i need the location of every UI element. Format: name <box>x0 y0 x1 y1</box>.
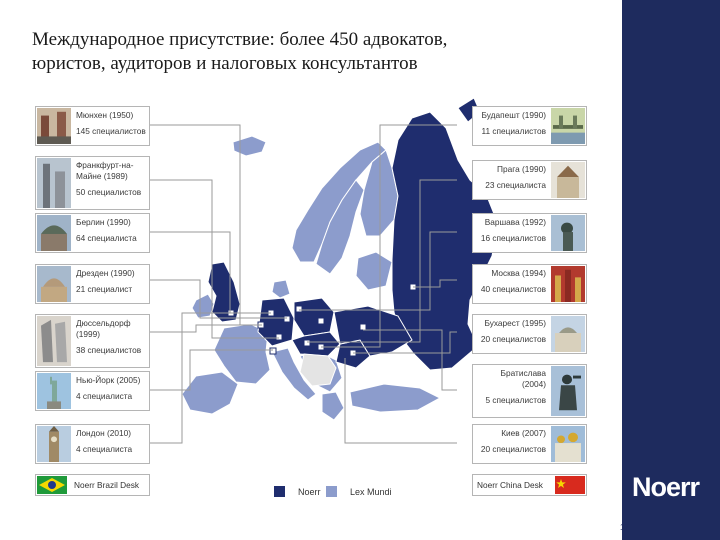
frankfurt-photo-icon <box>37 158 71 208</box>
office-card-dusseldorf <box>35 314 150 368</box>
office-count: 38 специалистов <box>76 345 142 355</box>
page-number: 17 <box>620 523 629 532</box>
office-city: Мюнхен (1950) <box>76 110 134 120</box>
office-card-london <box>35 424 150 464</box>
office-city: Киев (2007) <box>501 428 546 438</box>
office-card-budapest <box>472 106 587 146</box>
office-city: Варшава (1992) <box>484 217 546 227</box>
office-count: 21 специалист <box>76 284 133 294</box>
brand-sidebar <box>622 0 720 540</box>
office-card-prague <box>472 160 587 200</box>
office-city: Бухарест (1995) <box>484 318 546 328</box>
office-city: Лондон (2010) <box>76 428 131 438</box>
prague-photo-icon <box>551 162 585 198</box>
office-city: Будапешт (1990) <box>481 110 546 120</box>
office-count: 20 специалистов <box>480 444 546 454</box>
office-count: 50 специалистов <box>76 187 142 197</box>
office-city: Дюссельдорф (1999) <box>76 318 131 339</box>
budapest-photo-icon <box>551 108 585 144</box>
noerr-logo: Noerr <box>632 472 700 502</box>
china-desk-card <box>472 474 587 496</box>
china-desk-label: Noerr China Desk <box>477 480 543 490</box>
legend-lexmundi-label: Lex Mundi <box>350 487 392 497</box>
moscow-photo-icon <box>551 266 585 302</box>
dresden-photo-icon <box>37 266 71 302</box>
brazil-desk-label: Noerr Brazil Desk <box>74 480 140 490</box>
office-card-frankfurt <box>35 156 150 210</box>
office-count: 11 специалистов <box>481 126 546 136</box>
office-city: Нью-Йорк (2005) <box>76 375 141 385</box>
office-card-berlin <box>35 213 150 253</box>
office-card-bratislava <box>472 364 587 418</box>
office-count: 4 специалиста <box>76 391 133 401</box>
bratislava-photo-icon <box>551 366 585 416</box>
london-photo-icon <box>37 426 71 462</box>
brazil-flag-icon <box>37 476 67 494</box>
office-count: 145 специалистов <box>76 126 146 136</box>
office-count: 20 специалистов <box>480 334 546 344</box>
legend-noerr-label: Noerr <box>298 487 321 497</box>
berlin-photo-icon <box>37 215 71 251</box>
office-count: 5 специалистов <box>485 395 546 405</box>
office-city: Братислава (2004) <box>500 368 546 389</box>
office-count: 40 специалистов <box>480 284 546 294</box>
legend-noerr-swatch <box>274 486 285 497</box>
newyork-photo-icon <box>37 373 71 409</box>
office-card-warsaw <box>472 213 587 253</box>
office-city: Берлин (1990) <box>76 217 131 227</box>
office-card-moscow <box>472 264 587 304</box>
office-count: 16 специалистов <box>480 233 546 243</box>
dusseldorf-photo-icon <box>37 316 71 366</box>
brazil-desk-card <box>35 474 150 496</box>
office-card-newyork <box>35 371 150 411</box>
office-city: Прага (1990) <box>497 164 546 174</box>
bucharest-photo-icon <box>551 316 585 352</box>
office-card-dresden <box>35 264 150 304</box>
title-line-2: юристов, аудиторов и налоговых консультантов <box>32 53 418 74</box>
office-count: 64 специалиста <box>76 233 137 243</box>
office-city: Москва (1994) <box>491 268 546 278</box>
legend-lexmundi-swatch <box>326 486 337 497</box>
china-flag-icon <box>555 476 585 494</box>
office-city: Франкфурт-на-Майне (1989) <box>76 160 134 181</box>
warsaw-photo-icon <box>551 215 585 251</box>
office-card-munich <box>35 106 150 146</box>
office-count: 23 специалиста <box>485 180 546 190</box>
office-city: Дрезден (1990) <box>76 268 135 278</box>
munich-photo-icon <box>37 108 71 144</box>
office-card-kiev <box>472 424 587 464</box>
kiev-photo-icon <box>551 426 585 462</box>
office-card-bucharest <box>472 314 587 354</box>
title-line-1: Международное присутствие: более 450 адвокатов, <box>32 29 448 50</box>
office-count: 4 специалиста <box>76 444 133 454</box>
